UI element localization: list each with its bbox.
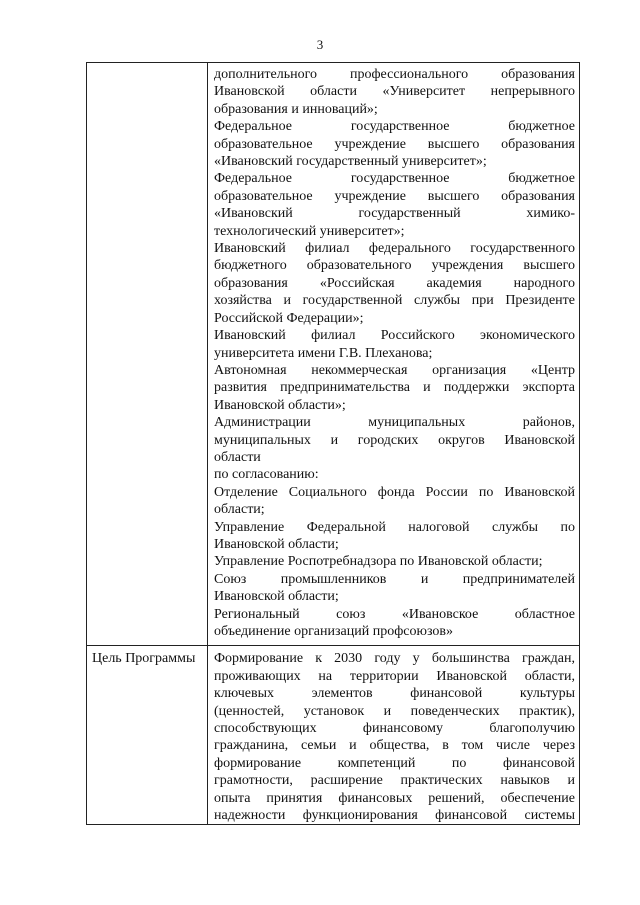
text-line: Администрации муниципальных районов, [214,415,575,431]
text-line: Российской Федерации»; [214,310,364,326]
text-line: дополнительного профессионального образования [214,67,575,82]
text-line: области; [214,502,265,518]
program-goal-text [208,646,579,824]
text-line: Ивановской области; [214,589,339,605]
text-line: Региональный союз «Ивановское областное [214,606,575,622]
text-line: Ивановский филиал федерального государственного [214,241,575,257]
program-passport-table [86,62,580,825]
text-line: Формирование к 2030 году у большинства граждан, [214,651,575,667]
text-line: университета имени Г.В. Плеханова; [214,345,433,361]
text-line: Союз промышленников и предпринимателей [214,571,575,587]
text-line: Федеральное государственное бюджетное [214,119,575,135]
text-line: опыта принятия финансовых решений, обеспечение [214,790,575,806]
text-line: хозяйства и государственной службы при Президенте [214,293,575,309]
text-line: Отделение Социального фонда России по Ивановской [214,484,575,500]
page-number: 3 [316,37,324,52]
text-line: развития предпринимательства и поддержки экспорта [214,380,575,396]
text-line: объединение организаций профсоюзов» [214,624,454,639]
row-content-cell [208,63,580,646]
text-line: образовательное учреждение высшего образования [214,188,575,204]
row-label-program-goal: Цель Программы [92,651,196,667]
text-line: по согласованию: [214,467,319,483]
text-line: формирование компетенций по финансовой [214,755,575,771]
text-line: надежности функционирования финансовой системы [214,808,575,824]
text-line: образовательное учреждение высшего образования [214,136,575,152]
text-line: технологический университет»; [214,223,405,239]
row-label-cell [87,646,208,825]
text-line: Ивановской области «Университет непрерывного [214,84,575,100]
text-line: Ивановский филиал Российского экономического [214,328,575,344]
text-line: проживающих на территории Ивановской области, [214,668,575,684]
table-row-partners [87,63,580,646]
text-line: ключевых элементов финансовой культуры [214,686,575,702]
text-line: грамотности, расширение практических навыков и [214,773,575,789]
text-line: Управление Федеральной налоговой службы по [214,519,575,535]
text-line: Управление Роспотребнадзора по Ивановской области; [214,554,543,570]
table-row-program-goal [87,646,580,825]
text-line: образования и инноваций»; [214,101,378,117]
text-line: Автономная некоммерческая организация «Центр [214,362,575,378]
text-line: бюджетного образовательного учреждения высшего [214,258,575,274]
text-line: Федеральное государственное бюджетное [214,171,575,187]
text-line: гражданина, семьи и общества, в том числе через [214,738,575,754]
row-label [87,63,207,67]
text-line: способствующих финансовому благополучию [214,721,575,737]
row-label-cell [87,63,208,646]
text-line: «Ивановский государственный университет»; [214,154,487,170]
text-line: (ценностей, установок и поведенческих практик), [214,703,575,719]
participants-list [208,63,579,645]
text-line: области [214,449,261,465]
row-content-cell [208,646,580,825]
text-line: Ивановской области; [214,536,339,552]
text-line: муниципальных и городских округов Ивановской [214,432,575,448]
text-line: образования «Российская академия народного [214,275,575,291]
text-line: «Ивановский государственный химико- [214,206,575,222]
text-line: Ивановской области»; [214,397,346,413]
